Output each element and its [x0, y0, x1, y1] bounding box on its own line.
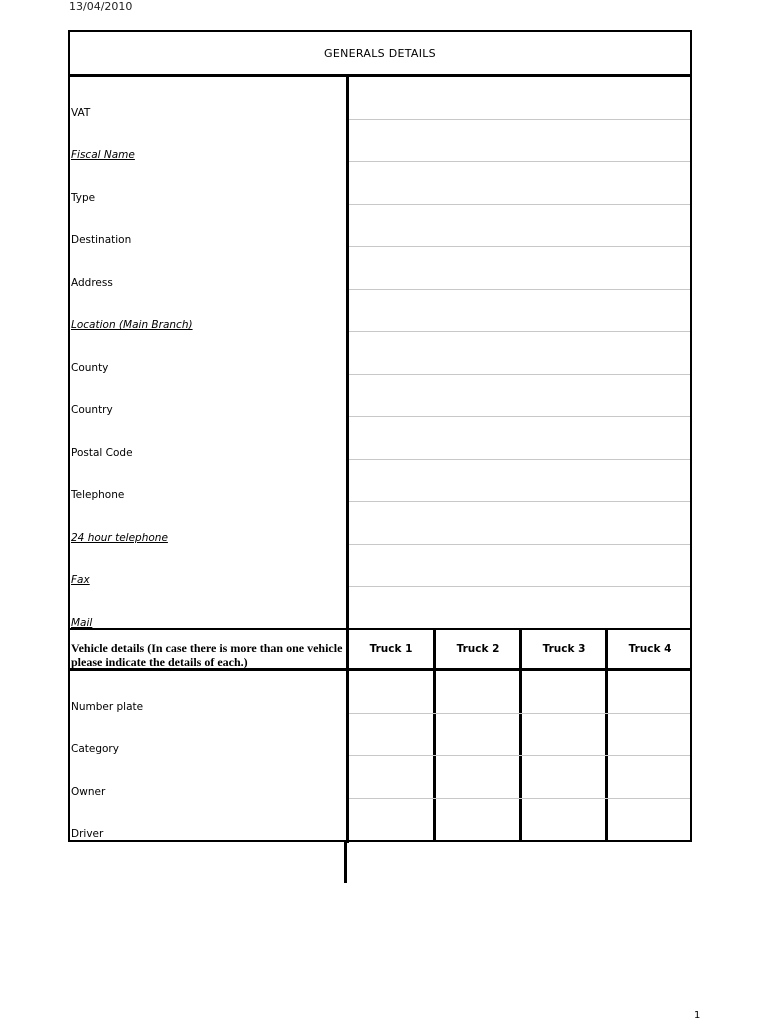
field-label: Number plate	[71, 700, 144, 713]
vehicle-row-number-plate	[70, 671, 690, 714]
mail-input[interactable]	[349, 587, 690, 629]
form-title: GENERALS DETAILS	[70, 32, 690, 77]
field-label: Type	[71, 191, 96, 204]
field-row-type	[70, 162, 690, 205]
field-row-postal-code	[70, 417, 690, 460]
field-row-address	[70, 247, 690, 290]
field-label: VAT	[71, 106, 91, 119]
field-label: Mail	[71, 616, 93, 629]
fiscal-name-input[interactable]	[349, 120, 690, 162]
truck-3-owner-input[interactable]	[522, 756, 605, 798]
telephone-input[interactable]	[349, 460, 690, 502]
truck-2-owner-input[interactable]	[436, 756, 519, 798]
truck-3-driver-input[interactable]	[522, 799, 605, 841]
vat-input[interactable]	[349, 77, 690, 119]
truck-2-number-plate-input[interactable]	[436, 671, 519, 713]
destination-input[interactable]	[349, 205, 690, 247]
field-label: Fax	[71, 574, 90, 586]
vehicle-header-row	[70, 628, 690, 671]
truck-2-driver-input[interactable]	[436, 799, 519, 841]
field-row-country	[70, 375, 690, 418]
form-table	[68, 30, 692, 842]
field-label: Postal Code	[71, 446, 133, 459]
field-label: Driver	[71, 828, 104, 840]
general-details-section	[70, 77, 690, 630]
field-row-location	[70, 290, 690, 333]
postal-code-input[interactable]	[349, 417, 690, 459]
field-label: Owner	[71, 785, 106, 798]
vehicle-row-driver	[70, 799, 690, 842]
field-label: Location (Main Branch)	[71, 319, 193, 331]
address-input[interactable]	[349, 247, 690, 289]
field-row-destination	[70, 205, 690, 248]
page-number: 1	[694, 1010, 701, 1021]
fax-input[interactable]	[349, 545, 690, 587]
field-label: 24 hour telephone	[71, 531, 168, 544]
vehicle-row-category	[70, 714, 690, 757]
field-label: Fiscal Name	[71, 149, 135, 161]
field-label: Country	[71, 404, 113, 416]
truck-1-number-plate-input[interactable]	[349, 671, 433, 713]
field-row-24h-telephone	[70, 502, 690, 545]
field-label: Telephone	[71, 489, 125, 501]
truck-1-owner-input[interactable]	[349, 756, 433, 798]
truck-3-category-input[interactable]	[522, 714, 605, 756]
field-row-fiscal-name	[70, 120, 690, 163]
truck-2-category-input[interactable]	[436, 714, 519, 756]
vehicle-details-section	[70, 671, 690, 841]
column-divider-extension	[344, 842, 347, 883]
field-row-mail	[70, 587, 690, 630]
truck-3-number-plate-input[interactable]	[522, 671, 605, 713]
vehicle-row-owner	[70, 756, 690, 799]
country-input[interactable]	[349, 375, 690, 417]
field-row-fax	[70, 545, 690, 588]
truck-4-category-input[interactable]	[608, 714, 690, 756]
truck-2-header: Truck 2	[456, 643, 500, 655]
page-date: 13/04/2010	[69, 0, 133, 13]
truck-4-header: Truck 4	[628, 643, 672, 655]
county-input[interactable]	[349, 332, 690, 374]
truck-4-driver-input[interactable]	[608, 799, 690, 841]
24h-telephone-input[interactable]	[349, 502, 690, 544]
truck-1-category-input[interactable]	[349, 714, 433, 756]
field-label: Address	[71, 276, 113, 289]
truck-4-number-plate-input[interactable]	[608, 671, 690, 713]
truck-1-header: Truck 1	[369, 643, 413, 655]
field-label: Category	[71, 743, 119, 755]
field-row-vat	[70, 77, 690, 120]
truck-3-header: Truck 3	[542, 643, 586, 655]
type-input[interactable]	[349, 162, 690, 204]
field-label: Destination	[71, 234, 132, 246]
vehicle-details-title: Vehicle details (In case there is more than one vehicle please indicate the details of each.)	[71, 641, 343, 669]
truck-1-driver-input[interactable]	[349, 799, 433, 841]
field-row-county	[70, 332, 690, 375]
field-row-telephone	[70, 460, 690, 503]
location-input[interactable]	[349, 290, 690, 332]
truck-4-owner-input[interactable]	[608, 756, 690, 798]
field-label: County	[71, 361, 109, 374]
